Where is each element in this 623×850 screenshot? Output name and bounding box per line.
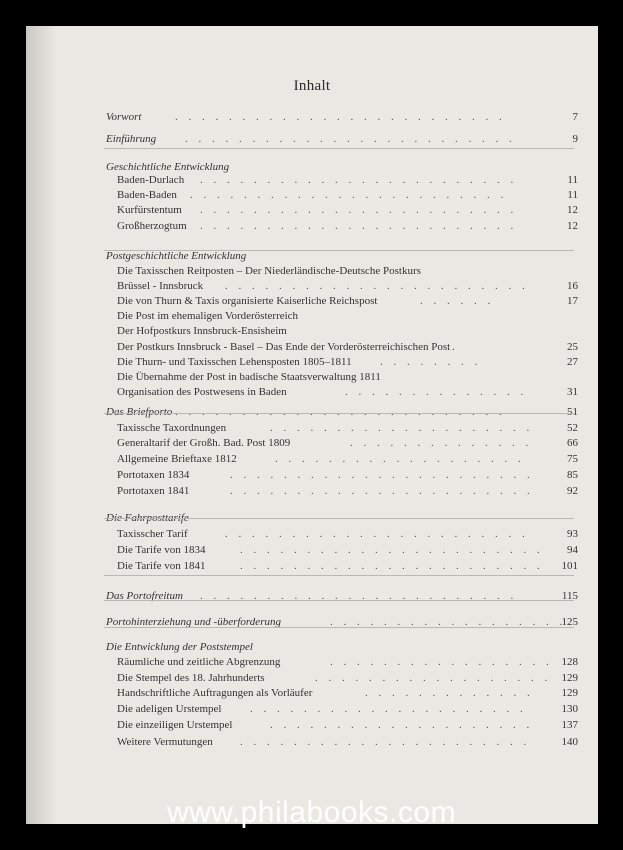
toc-dot-leader: . . . . . . . . . . . . . . . . . . . . . . . . . (175, 406, 506, 418)
section-divider (104, 518, 574, 519)
toc-entry (26, 702, 598, 716)
toc-entry-label: Räumliche und zeitliche Abgrenzung (117, 656, 281, 668)
toc-page-number: 9 (572, 133, 578, 145)
toc-entry (26, 160, 598, 174)
toc-page-number: 93 (567, 528, 578, 540)
toc-dot-leader: . . . . . . . . . . . . . . . . . . . (275, 453, 525, 465)
toc-entry-label: Portotaxen 1841 (117, 485, 190, 497)
toc-page-number: 125 (561, 616, 578, 628)
toc-page-number: 115 (561, 590, 578, 602)
toc-entry-label: Das Portofreitum (106, 590, 183, 602)
toc-entry-label: Geschichtliche Entwicklung (106, 161, 230, 173)
toc-dot-leader: . . . . . . . . . . . . . . . . . . (330, 616, 567, 628)
toc-page-number: 92 (567, 485, 578, 497)
section-divider (104, 627, 574, 628)
toc-dot-leader: . . . . . . . . . . . . . . . . . . . . . . . . (190, 189, 508, 201)
toc-page-number: 137 (561, 719, 578, 731)
section-divider (104, 250, 574, 251)
toc-entry-label: Taxissche Taxordnungen (117, 422, 227, 434)
toc-entry (26, 324, 598, 338)
toc-entry (26, 219, 598, 233)
toc-entry (26, 203, 598, 217)
toc-dot-leader: . . . . . . . . . . . . . . . . . . . . . . . . (200, 590, 518, 602)
toc-page-number: 11 (567, 189, 578, 201)
toc-page-number: 16 (567, 280, 578, 292)
toc-entry-label: Einführung (106, 133, 157, 145)
toc-page-number: 27 (567, 356, 578, 368)
toc-entry (26, 527, 598, 541)
toc-dot-leader: . . . . . . . . . . . . . . . . . . (315, 672, 552, 684)
toc-page-number: 25 (567, 341, 578, 353)
toc-dot-leader: . . . . . . . . . . . . . . . . . . . . . (250, 703, 527, 715)
toc-entry (26, 355, 598, 369)
toc-entry-label: Großherzogtum (117, 220, 187, 232)
toc-entry-label: Portotaxen 1834 (117, 469, 190, 481)
toc-entry-label: Portohinterziehung und -überforderung (106, 616, 281, 628)
toc-entry-label: Die Taxisschen Reitposten – Der Niederländische-Deutsche Postkurs (117, 265, 421, 277)
toc-entry-label: Baden-Baden (117, 189, 177, 201)
toc-page-number: 85 (567, 469, 578, 481)
toc-entry-label: Die Tarife von 1841 (117, 560, 206, 572)
toc-page-number: 51 (567, 406, 578, 418)
toc-entry-label: Handschriftliche Auftragungen als Vorläufer (117, 687, 313, 699)
toc-dot-leader: . . . . . . . . . . . . . . . . . . . . . . . (240, 544, 544, 556)
toc-entry (26, 132, 598, 146)
toc-dot-leader: . . . . . . . . . . . . . . . . . . . . . . . (230, 485, 534, 497)
toc-entry (26, 421, 598, 435)
toc-entry (26, 436, 598, 450)
toc-entry-label: Die Entwicklung der Poststempel (106, 641, 253, 653)
toc-page-number: 66 (567, 437, 578, 449)
toc-entry (26, 452, 598, 466)
section-divider (104, 413, 574, 414)
toc-dot-leader: . . . . . . . . . . . . . . . . . . . . (270, 422, 534, 434)
toc-entry (26, 735, 598, 749)
book-page (26, 26, 598, 824)
toc-dot-leader: . . . . . . . . . . . . . . . . . . . . (270, 719, 534, 731)
toc-entry (26, 718, 598, 732)
toc-dot-leader: . . . . . . . . . . . . . (365, 687, 534, 699)
toc-page-number: 17 (567, 295, 578, 307)
toc-dot-leader: . . . . . . (420, 295, 495, 307)
toc-page-number: 12 (567, 204, 578, 216)
toc-entry (26, 559, 598, 573)
toc-page-number: 140 (561, 736, 578, 748)
watermark-url: www.philabooks.com (166, 796, 457, 829)
toc-page-number: 7 (572, 111, 578, 123)
toc-entry (26, 279, 598, 293)
toc-entry (26, 405, 598, 419)
toc-dot-leader: . . . . . . . . . . . . . . . . . . . . . . . . (200, 174, 518, 186)
toc-entry-label: Die Übernahme der Post in badische Staatsverwaltung 1811 (117, 371, 381, 383)
toc-entry (26, 264, 598, 278)
toc-dot-leader: . . . . . . . . . . . . . . . . . . . . . . . . (200, 204, 518, 216)
toc-entry (26, 188, 598, 202)
toc-entry-label: Der Hofpostkurs Innsbruck-Ensisheim (117, 325, 287, 337)
toc-entry-label: Brüssel - Innsbruck (117, 280, 204, 292)
table-of-contents (26, 26, 598, 824)
toc-dot-leader: . . . . . . . . . . . . . . (350, 437, 533, 449)
page-title: Inhalt (293, 78, 331, 94)
toc-entry (26, 484, 598, 498)
toc-page-number: 94 (567, 544, 578, 556)
toc-entry (26, 655, 598, 669)
toc-entry (26, 640, 598, 654)
toc-entry (26, 340, 598, 354)
toc-page-number: 129 (561, 672, 578, 684)
toc-dot-leader: . . . . . . . . . . . . . . . . . . . . . . . (240, 560, 544, 572)
toc-entry-label: Vorwort (106, 111, 142, 123)
toc-entry (26, 110, 598, 124)
toc-entry-label: Die Tarife von 1834 (117, 544, 206, 556)
toc-entry-label: Die Thurn- und Taxisschen Lehensposten 1805–1811 (117, 356, 352, 368)
toc-entry-label: Die Stempel des 18. Jahrhunderts (117, 672, 265, 684)
toc-entry-label: Das Briefporto (106, 406, 173, 418)
toc-dot-leader: . . . . . . . . . . . . . . . . . . . . . . . . . (185, 133, 516, 145)
toc-entry-label: Generaltarif der Großh. Bad. Post 1809 (117, 437, 291, 449)
toc-page-number: 52 (567, 422, 578, 434)
toc-entry (26, 249, 598, 263)
section-divider (104, 575, 574, 576)
toc-dot-leader: . . . . . . . . . . . . . . . . . (330, 656, 553, 668)
toc-entry (26, 309, 598, 323)
toc-entry-label: Organisation des Postwesens in Baden (117, 386, 287, 398)
toc-page-number: 75 (567, 453, 578, 465)
section-divider (104, 600, 574, 601)
toc-entry-label: Die von Thurn & Taxis organisierte Kaiserliche Reichspost (117, 295, 378, 307)
toc-dot-leader: . (452, 341, 459, 353)
toc-entry (26, 686, 598, 700)
toc-page-number: 11 (567, 174, 578, 186)
toc-entry-label: Postgeschichtliche Entwicklung (106, 250, 247, 262)
toc-dot-leader: . . . . . . . . . . . . . . . . . . . . . . . . . (175, 111, 506, 123)
toc-dot-leader: . . . . . . . . . . . . . . (345, 386, 528, 398)
toc-entry (26, 294, 598, 308)
toc-dot-leader: . . . . . . . . . . . . . . . . . . . . . . . . (200, 220, 518, 232)
toc-page-number: 12 (567, 220, 578, 232)
toc-page-number: 129 (561, 687, 578, 699)
section-divider (104, 148, 574, 149)
toc-entry-label: Die Fahrposttarife (106, 512, 189, 524)
toc-dot-leader: . . . . . . . . (380, 356, 482, 368)
toc-entry (26, 385, 598, 399)
toc-dot-leader: . . . . . . . . . . . . . . . . . . . . . . (240, 736, 531, 748)
toc-page-number: 101 (561, 560, 578, 572)
toc-page-number: 130 (561, 703, 578, 715)
toc-entry-label: Die adeligen Urstempel (117, 703, 222, 715)
toc-page-number: 31 (567, 386, 578, 398)
toc-dot-leader: . . . . . . . . . . . . . . . . . . . . . . . (225, 280, 529, 292)
toc-entry (26, 671, 598, 685)
toc-entry-label: Die einzeiligen Urstempel (117, 719, 233, 731)
toc-entry (26, 370, 598, 384)
toc-entry-label: Baden-Durlach (117, 174, 185, 186)
toc-entry-label: Die Post im ehemaligen Vorderösterreich (117, 310, 299, 322)
toc-entry-label: Kurfürstentum (117, 204, 182, 216)
toc-page-number: 128 (561, 656, 578, 668)
toc-entry (26, 543, 598, 557)
toc-entry-label: Allgemeine Brieftaxe 1812 (117, 453, 237, 465)
toc-entry (26, 173, 598, 187)
toc-dot-leader: . . . . . . . . . . . . . . . . . . . . . . . (230, 469, 534, 481)
toc-entry-label: Der Postkurs Innsbruck - Basel – Das Ende der Vorderösterreichischen Post (117, 341, 451, 353)
toc-dot-leader: . . . . . . . . . . . . . . . . . . . . . . . (225, 528, 529, 540)
toc-entry-label: Weitere Vermutungen (117, 736, 213, 748)
toc-entry-label: Taxisscher Tarif (117, 528, 188, 540)
toc-entry (26, 468, 598, 482)
